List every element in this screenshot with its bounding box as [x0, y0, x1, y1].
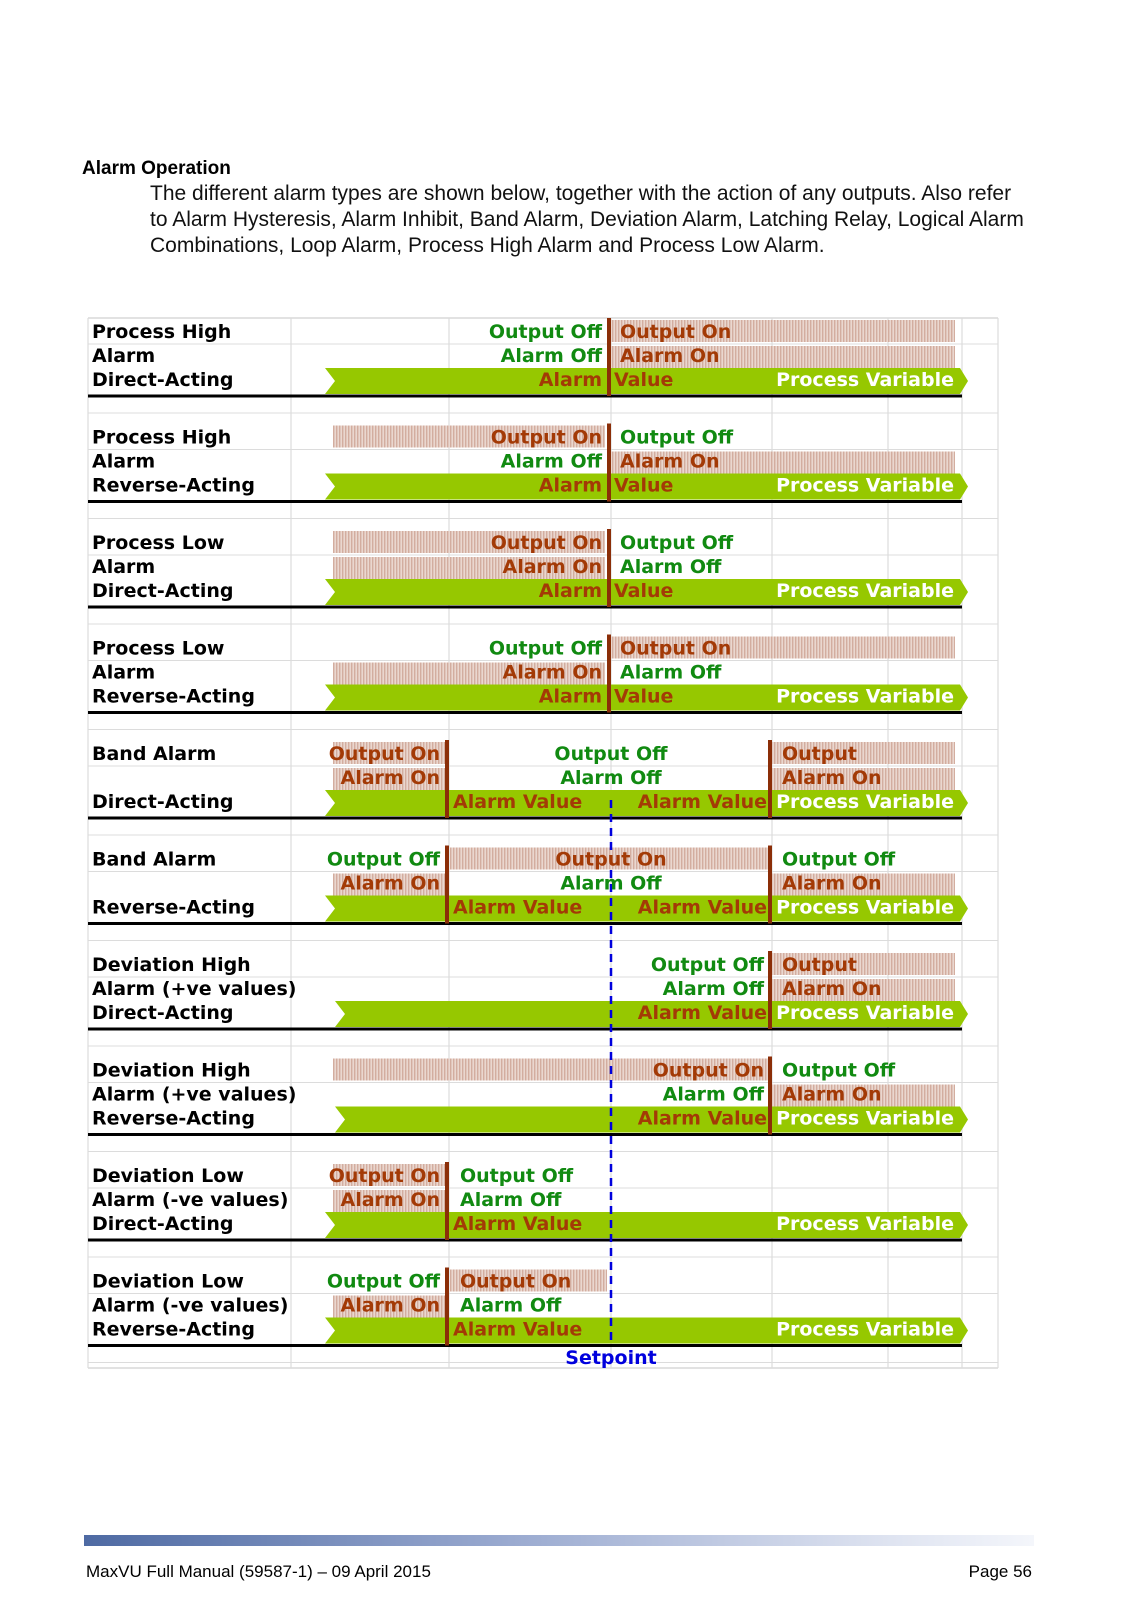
state-label: Output Off [620, 532, 734, 554]
row-title-line: Alarm [92, 556, 156, 578]
row-title-line: Deviation High [92, 954, 251, 976]
row-title-line: Deviation High [92, 1059, 251, 1082]
row-title-line: Reverse-Acting [92, 896, 255, 919]
row-title-line: Direct-Acting [92, 791, 234, 813]
process-variable-label: Process Variable [776, 1002, 954, 1024]
row-title-line: Deviation Low [92, 1165, 244, 1187]
state-label: Alarm On [340, 1189, 440, 1211]
state-label: Alarm On [502, 556, 602, 578]
state-label: Output Off [488, 321, 602, 343]
state-label: Alarm Value [453, 1213, 583, 1235]
state-label: Alarm Off [560, 767, 662, 789]
intro-paragraph: The different alarm types are shown below, together with the action of any outputs. Also refer to Alarm Hysteresis, Alarm Inhibit, Band Alarm, Deviation Alarm, Latching Relay, Logical Alarm Combinations, Loop Alarm, Process High Alarm and Process Low Alarm. [150, 182, 1024, 257]
state-label: Output Off [620, 426, 734, 449]
state-label: Output On [620, 637, 732, 660]
state-label: Output On [555, 848, 667, 871]
row-title-line: Reverse-Acting [92, 1107, 255, 1130]
state-label: Alarm [538, 580, 602, 602]
row-title-line: Process Low [92, 532, 225, 554]
alarm-value-divider [768, 846, 772, 924]
row-title-line: Alarm [92, 345, 156, 367]
alarm-value-divider [445, 740, 449, 818]
footer-document-title: MaxVU Full Manual (59587-1) – 09 April 2015 [86, 1562, 431, 1581]
alarm-value-divider [607, 424, 611, 502]
row-title-line: Reverse-Acting [92, 1318, 255, 1341]
state-label: Alarm Off [620, 661, 722, 684]
state-label: Output On [328, 743, 440, 765]
state-label: Output On [490, 426, 602, 449]
row-title-line: Deviation Low [92, 1270, 244, 1293]
row-title-line: Reverse-Acting [92, 474, 255, 497]
state-label: Alarm On [340, 767, 440, 789]
state-label: Output Off [782, 848, 896, 871]
alarm-value-divider [607, 529, 611, 607]
row-title-line: Alarm (-ve values) [92, 1294, 289, 1317]
state-label: Alarm Value [453, 896, 583, 919]
state-label: Value [614, 369, 674, 391]
state-label: Alarm Off [460, 1189, 562, 1211]
alarm-value-divider [445, 846, 449, 924]
process-variable-label: Process Variable [776, 1213, 954, 1235]
state-label: Alarm Off [500, 450, 602, 473]
state-label: Alarm Value [637, 791, 767, 813]
row-title-line: Alarm (+ve values) [92, 1083, 297, 1106]
process-variable-label: Process Variable [776, 1107, 954, 1130]
process-variable-label: Process Variable [776, 474, 954, 497]
row-title-line: Alarm [92, 450, 156, 473]
state-label: Output [782, 954, 857, 976]
alarm-value-divider [607, 635, 611, 713]
row-title-line: Band Alarm [92, 848, 217, 871]
section-heading: Alarm Operation [82, 158, 231, 179]
footer-page-number: Page 56 [968, 1562, 1032, 1581]
state-label: Output Off [554, 743, 668, 765]
state-label: Alarm Value [637, 896, 767, 919]
state-label: Alarm Off [662, 978, 764, 1000]
state-label: Output Off [782, 1059, 896, 1082]
state-label: Alarm Off [662, 1083, 764, 1106]
process-variable-label: Process Variable [776, 896, 954, 919]
setpoint-label: Setpoint [565, 1347, 657, 1369]
state-label: Output On [460, 1270, 572, 1293]
state-label: Alarm Off [560, 872, 662, 895]
state-label: Output Off [326, 1270, 440, 1293]
process-variable-label: Process Variable [776, 685, 954, 708]
process-variable-label: Process Variable [776, 1318, 954, 1341]
alarm-value-divider [768, 951, 772, 1029]
state-label: Value [614, 685, 674, 708]
state-label: Value [614, 580, 674, 602]
state-label: Output [782, 743, 857, 765]
state-label: Output Off [650, 954, 764, 976]
row-title-line: Alarm (+ve values) [92, 978, 297, 1000]
state-label: Output Off [326, 848, 440, 871]
process-variable-label: Process Variable [776, 580, 954, 602]
state-label: Output On [652, 1059, 764, 1082]
state-label: Output On [620, 321, 732, 343]
state-label: Alarm [538, 369, 602, 391]
row-title-line: Process High [92, 321, 232, 343]
state-label: Alarm On [782, 767, 882, 789]
state-label: Alarm [538, 685, 602, 708]
row-title-line: Alarm (-ve values) [92, 1189, 289, 1211]
row-title-line: Direct-Acting [92, 369, 234, 391]
row-title-line: Reverse-Acting [92, 685, 255, 708]
state-label: Alarm On [620, 450, 720, 473]
row-title-line: Band Alarm [92, 743, 217, 765]
process-variable-label: Process Variable [776, 791, 954, 813]
state-label: Alarm On [782, 978, 882, 1000]
state-label: Output Off [488, 637, 602, 660]
state-label: Output Off [460, 1165, 574, 1187]
state-label: Output On [328, 1165, 440, 1187]
state-label: Alarm On [502, 661, 602, 684]
row-title-line: Direct-Acting [92, 580, 234, 602]
state-label: Output On [490, 532, 602, 554]
alarm-value-divider [768, 1057, 772, 1135]
state-label: Alarm On [340, 872, 440, 895]
state-label: Alarm Off [500, 345, 602, 367]
row-title-line: Alarm [92, 661, 156, 684]
row-title-line: Direct-Acting [92, 1002, 234, 1024]
row-title-line: Process Low [92, 637, 225, 660]
state-label: Alarm Value [453, 1318, 583, 1341]
process-variable-label: Process Variable [776, 369, 954, 391]
state-label: Value [614, 474, 674, 497]
row-title-line: Direct-Acting [92, 1213, 234, 1235]
state-label: Alarm Value [637, 1002, 767, 1024]
state-label: Alarm On [620, 345, 720, 367]
alarm-value-divider [445, 1268, 449, 1346]
state-label: Alarm On [340, 1294, 440, 1317]
state-label: Alarm [538, 474, 602, 497]
alarm-value-divider [445, 1162, 449, 1240]
alarm-value-divider [607, 318, 611, 396]
footer-gradient-bar [84, 1535, 1034, 1546]
state-label: Alarm Value [453, 791, 583, 813]
state-label: Alarm On [782, 872, 882, 895]
state-label: Alarm Value [637, 1107, 767, 1130]
state-label: Alarm On [782, 1083, 882, 1106]
alarm-value-divider [768, 740, 772, 818]
state-label: Alarm Off [620, 556, 722, 578]
row-title-line: Process High [92, 426, 232, 449]
state-label: Alarm Off [460, 1294, 562, 1317]
